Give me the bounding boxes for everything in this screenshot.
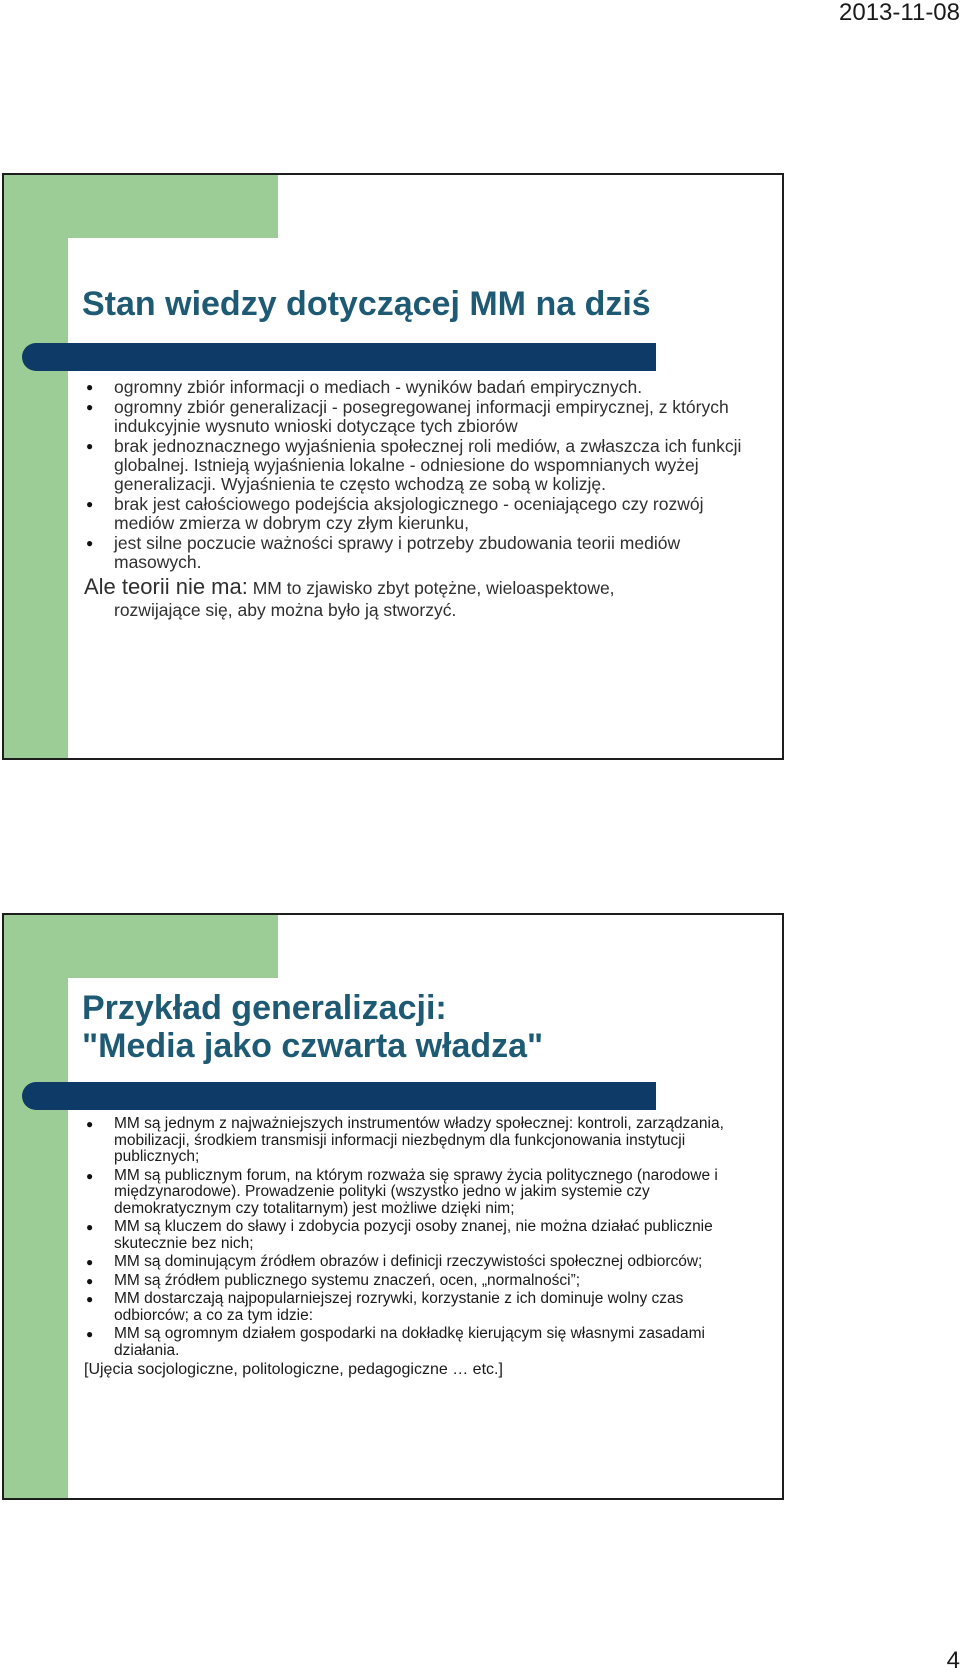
bullet-icon: ● [86,400,94,414]
list-item [84,1326,760,1359]
bullet-list [84,378,760,572]
slide-content [84,378,760,620]
bullet-icon: ● [86,439,94,453]
bullet-icon: ● [86,536,94,550]
list-item [84,534,760,572]
bullet-icon: ● [86,1292,94,1306]
bullet-icon: ● [86,1220,94,1234]
bullet-icon: ● [86,1327,94,1341]
footer-note: [Ujęcia socjologiczne, politologiczne, pedagogiczne … etc.] [84,1361,503,1378]
closing-rest: MM to zjawisko zbyt potężne, wieloaspektowe, [247,578,615,598]
list-item-text: brak jednoznacznego wyjaśnienia społecznej roli mediów, a zwłaszcza ich funkcji globalnej. Istnieją wyjaśnienia lokalne - odniesione do wspomnianych wyżej generalizacji. Wyjaśnienia te często wchodzą ze sobą w kolizję. [114,436,742,494]
slide-title-line-2: "Media jako czwarta władza" [82,1027,544,1065]
slide-title [82,989,543,1065]
list-item-text: MM są jednym z najważniejszych instrumentów władzy społecznej: kontroli, zarządzania, mobilizacji, środkiem transmisji informacji niezbędnym dla funkcjonowania instytucji publicznych; [114,1115,724,1165]
list-item [84,398,760,436]
list-item [84,1116,760,1166]
slide-2 [2,913,784,1500]
bullet-icon: ● [86,380,94,394]
slide-accent-left [4,175,68,758]
bullet-icon: ● [86,1273,94,1288]
slide-title [82,285,651,323]
list-item-text: MM są źródłem publicznego systemu znaczeń, ocen, „normalności”; [114,1271,581,1289]
list-item-text: ogromny zbiór generalizacji - posegregowanej informacji empirycznej, z których indukcyjnie wysnuto wnioski dotyczące tych zbiorów [114,397,729,436]
bullet-icon: ● [86,497,94,511]
slide-1 [2,173,784,760]
list-item-text: jest silne poczucie ważności sprawy i potrzeby zbudowania teorii mediów masowych. [114,533,681,572]
list-item [84,437,760,494]
list-item [84,1254,760,1271]
list-item [84,1291,760,1324]
list-item-text: brak jest całościowego podejścia aksjologicznego - oceniającego czy rozwój mediów zmierza w dobrym czy złym kierunku, [114,494,704,533]
list-item-text: MM dostarczają najpopularniejszej rozrywki, korzystanie z ich dominuje wolny czas odbiorców; a co za tym idzie: [114,1290,684,1324]
bullet-icon: ● [86,1255,94,1269]
closing-statement [84,574,760,620]
bullet-icon: ● [86,1117,94,1131]
list-item [84,1273,760,1290]
slide-content [84,1116,760,1379]
list-item [84,1219,760,1252]
list-item [84,378,760,397]
list-item-text: MM są dominującym źródłem obrazów i definicji rzeczywistości społecznej odbiorców; [114,1253,703,1270]
closing-line-2: rozwijające się, aby można było ją stworzyć. [114,600,457,620]
slide-accent-left [4,915,68,1498]
bullet-icon: ● [86,1168,94,1183]
list-item [84,495,760,533]
list-item-text: ogromny zbiór informacji o mediach - wyników badań empirycznych. [114,377,643,397]
title-underline-bar [22,343,656,371]
slide-title-text: Stan wiedzy dotyczącej MM na dziś [82,285,651,323]
closing-lead: Ale teorii nie ma: [84,574,248,599]
page-number: 4 [946,1647,960,1674]
title-underline-bar [22,1082,656,1110]
bullet-list [84,1116,760,1359]
list-item [84,1168,760,1218]
slide-title-line-1: Przykład generalizacji: [82,989,447,1027]
list-item-text: MM są kluczem do sławy i zdobycia pozycji osoby znanej, nie można działać publicznie skutecznie bez nich; [114,1218,713,1252]
list-item-text: MM są ogromnym działem gospodarki na dokładkę kierującym się własnymi zasadami działania. [114,1325,705,1359]
list-item-text: MM są publicznym forum, na którym rozważa się sprawy życia politycznego (narodowe i międzynarodowe). Prowadzenie polityki (wszystko jedno w jakim systemie czy demokratycznym czy totalitarnym) jest możliwe dzięki nim; [114,1166,718,1217]
page-date: 2013-11-08 [839,0,960,26]
